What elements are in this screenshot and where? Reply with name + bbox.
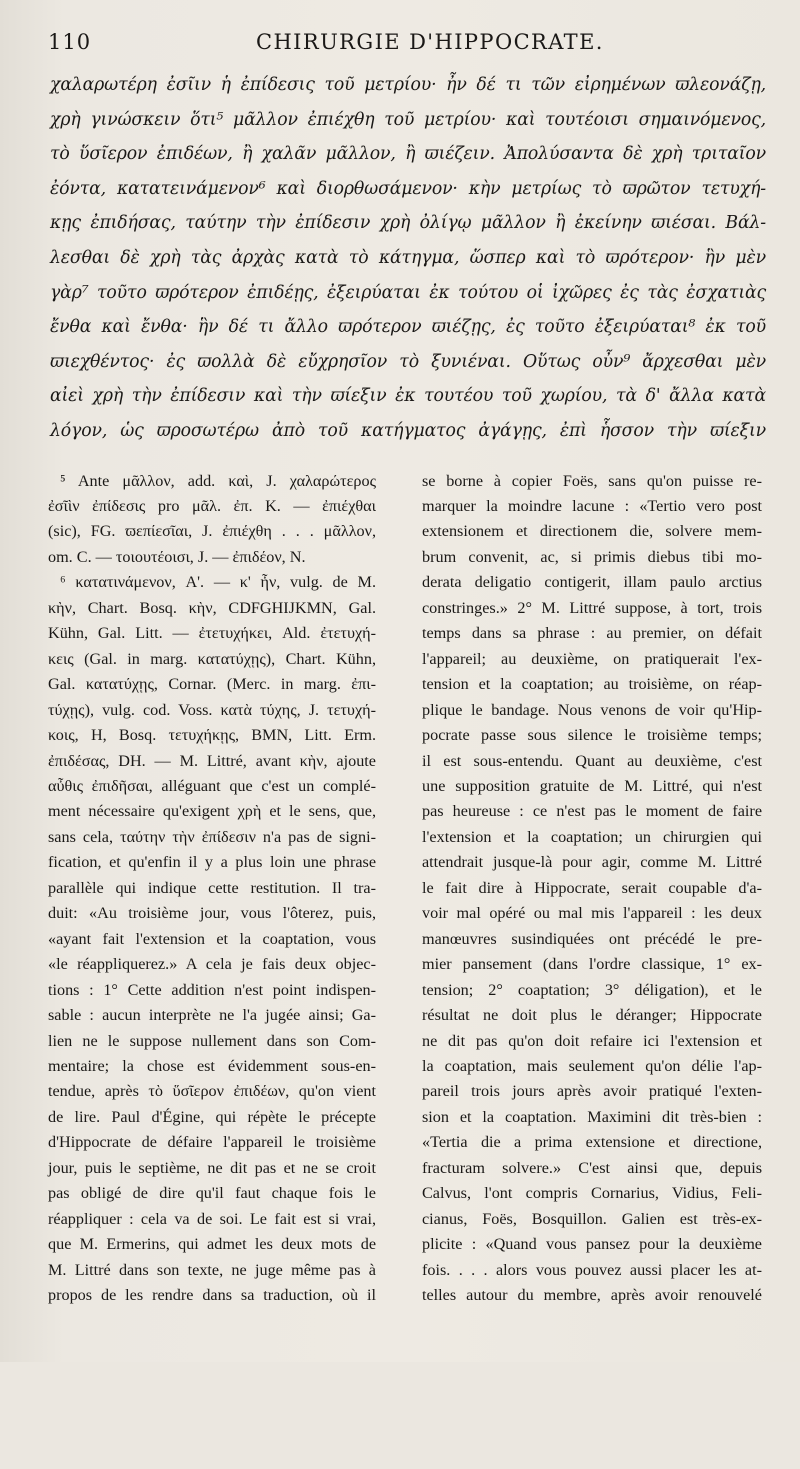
note-line: de lire. Paul d'Égine, qui répète le précepte — [48, 1107, 376, 1126]
greek-text-block — [50, 68, 766, 449]
greek-line: λόγον, ὡς ϖροσωτέρω ἀπὸ τοῦ κατήγματος ἀγάγῃς, ἐπὶ ἧσσον τὴν ϖίεξιν — [50, 420, 766, 441]
note-line: l'appareil; au deuxième, on pratiquerait l'ex- — [422, 649, 762, 668]
note-line: ⁵ Ante μᾶλλον, add. καὶ, J. χαλαρώτερος — [60, 471, 376, 490]
note-line: d'Hippocrate de défaire l'appareil le troisième — [48, 1133, 376, 1152]
note-line: plicite : «Quand vous pansez pour la deuxième — [422, 1235, 762, 1254]
running-title: CHIRURGIE D'HIPPOCRATE. — [256, 30, 604, 54]
note-line: Kühn, Gal. Litt. — ἐτετυχήκει, Ald. ἐτετυχή- — [48, 624, 376, 643]
note-line: plique le bandage. Nous venons de voir qu'Hip- — [422, 700, 762, 719]
note-line: pas heureuse : ce n'est pas le moment de faire — [422, 802, 762, 821]
note-line: κεις (Gal. in marg. κατατύχῃς), Chart. Kühn, — [48, 649, 376, 668]
note-line: «le réappliquerez.» A cela je fais deux objec- — [48, 955, 376, 974]
note-line: manœuvres susindiquées ont précédé le pre- — [422, 929, 762, 948]
note-line: fracturam solvere.» C'est ainsi que, depuis — [422, 1158, 762, 1177]
note-line: Calvus, l'ont compris Cornarius, Vidius, Feli- — [422, 1184, 762, 1203]
note-line: tendue, après τὸ ὕσῖερον ἐπιδέων, qu'on vient — [48, 1082, 376, 1101]
note-line: parallèle qui indique cette restitution. Il tra- — [48, 878, 376, 897]
note-line: «ayant fait l'extension et la coaptation, vous — [48, 929, 376, 948]
greek-line: ἔνθα καὶ ἔνθα· ἣν δέ τι ἄλλο ϖρότερον ϖιέζῃς, ἐς τοῦτο ἐξειρύαται⁸ ἐκ τοῦ — [50, 317, 766, 338]
note-line: «Tertia die a prima extensione et directione, — [422, 1133, 762, 1152]
note-line: propos de les rendre dans sa traduction, où il — [48, 1286, 376, 1305]
note-line: le fait dire à Hippocrate, serait coupable d'a- — [422, 878, 762, 897]
note-line: Gal. κατατύχῃς, Cornar. (Merc. in marg. ἐπι- — [48, 675, 376, 694]
greek-line: χαλαρωτέρη ἐσῖιν ἡ ἐπίδεσις τοῦ μετρίου· ἦν δέ τι τῶν εἰρημένων ϖλεονάζῃ, — [50, 75, 766, 95]
note-line: pareil trois jours après avoir pratiqué l'exten- — [422, 1082, 762, 1101]
note-line: telles autour du membre, après avoir renouvelé — [422, 1286, 762, 1305]
note-line: extensionem et directionem die, solvere mem- — [422, 522, 762, 541]
note-line: pocrate passe sous silence le troisième temps; — [422, 726, 762, 745]
note-line: que M. Ermerins, qui admet les deux mots de — [48, 1235, 376, 1254]
note-line: temps dans sa phrase : au premier, on défait — [422, 624, 762, 643]
note-line: ⁶ κατατινάμενον, A'. — κ' ἦν, vulg. de M. — [60, 573, 376, 592]
note-line: om. C. — τοιουτέοισι, J. — ἐπιδέον, N. — [48, 547, 306, 566]
greek-line: χρὴ γινώσκειν ὅτι⁵ μᾶλλον ἐπιέχθη τοῦ μετρίου· καὶ τουτέοισι σημαινόμενος, — [50, 109, 766, 130]
greek-line: ϖιεχθέντος· ἐς ϖολλὰ δὲ εὔχρησῖον τὸ ξυνιέναι. Οὕτως οὖν⁹ ἄρχεσθαι μὲν — [50, 351, 766, 372]
note-line: duit: «Au troisième jour, vous l'ôterez, puis, — [48, 904, 376, 923]
greek-line: τὸ ὕσῖερον ἐπιδέων, ἢ χαλᾶν μᾶλλον, ἢ ϖιέζειν. Ἀπολύσαντα δὲ χρὴ τριταῖον — [50, 144, 766, 165]
note-line: fois. . . . alors vous pouvez aussi placer les at- — [422, 1260, 762, 1279]
note-line: τύχῃς), vulg. cod. Voss. κατὰ τύχης, J. τετυχή- — [48, 700, 376, 719]
note-line: αὖθις ἐπιδῆσαι, alléguant que c'est un complé- — [48, 776, 376, 795]
note-line: mentaire; la chose est évidemment sous-en- — [48, 1056, 376, 1075]
note-line: marquer la moindre lacune : «Tertio vero post — [422, 496, 762, 515]
greek-line: κῃς ἐπιδήσας, ταύτην τὴν ἐπίδεσιν χρὴ ὀλίγῳ μᾶλλον ἢ ἐκείνην ϖιέσαι. Βάλ- — [50, 213, 766, 234]
note-line: attendrait jusque-là pour agir, comme M. Littré — [422, 853, 762, 872]
note-line: tions : 1° Cette addition n'est point indispen- — [48, 980, 376, 999]
note-line: ment nécessaire qu'exigent χρὴ et le sens, que, — [48, 802, 376, 821]
note-line: sans cela, ταύτην τὴν ἐπίδεσιν n'a pas de signi- — [48, 827, 376, 846]
note-line: (sic), FG. ϖεπίεσῖαι, J. ἐπιέχθη . . . μᾶλλον, — [48, 522, 376, 541]
note-line: sion et la coaptation. Maximini dit très-bien : — [422, 1107, 762, 1126]
page-number: 110 — [48, 30, 92, 54]
note-line: fication, et qu'enfin il y a plus loin une phrase — [48, 853, 376, 872]
greek-line: γὰρ⁷ τοῦτο ϖρότερον ἐπιδέῃς, ἐξειρύαται ἐκ τούτου οἱ ἰχῶρες ἐς τὰς ἐσχατιὰς — [50, 282, 766, 303]
note-line: cianus, Foës, Bosquillon. Galien est très-ex- — [422, 1209, 762, 1228]
greek-line: λεσθαι δὲ χρὴ τὰς ἀρχὰς κατὰ τὸ κάτηγμα, ὥσπερ καὶ τὸ ϖρότερον· ἣν μὲν — [50, 247, 766, 268]
note-line: κοις, H, Bosq. τετυχήκῃς, BMN, Litt. Erm. — [48, 726, 376, 745]
note-line: tension; 2° coaptation; 3° déligation), et le — [422, 980, 762, 999]
note-line: brum convenit, ac, si primis diebus tibi mo- — [422, 547, 762, 566]
footnotes — [48, 469, 760, 1469]
note-line: il est sous-entendu. Quant au deuxième, c'est — [422, 751, 762, 770]
page-header — [48, 28, 760, 68]
greek-line: ἐόντα, κατατεινάμενον⁶ καὶ διορθωσάμενον· κὴν μετρίως τὸ ϖρῶτον τετυχή- — [50, 178, 766, 199]
greek-line: αἰεὶ χρὴ τὴν ἐπίδεσιν καὶ τὴν ϖίεξιν ἐκ τουτέου τοῦ χωρίου, τὰ δ' ἄλλα κατὰ — [50, 386, 766, 407]
note-line: constringes.» 2° M. Littré suppose, à tort, trois — [422, 598, 762, 617]
note-line: ne dit pas qu'on doit refaire ici l'extension et — [422, 1031, 762, 1050]
note-line: tension et la coaptation; au troisième, on réap- — [422, 675, 762, 694]
note-line: mier pansement (dans l'ordre classique, 1° ex- — [422, 955, 762, 974]
footnotes-left-column — [48, 469, 376, 1309]
note-line: ἐσῖὶν ἐπίδεσις pro μᾶλ. ἐπ. K. — ἐπιέχθαι — [48, 496, 376, 515]
footnotes-right-column — [422, 469, 762, 1309]
note-line: pas obligé de dire qu'il faut chaque fois le — [48, 1184, 376, 1203]
note-line: M. Littré dans son texte, ne juge même pas à — [48, 1260, 376, 1279]
note-line: l'extension et la coaptation; un chirurgien qui — [422, 827, 762, 846]
note-line: jour, puis le septième, ne dit pas et ne se croit — [48, 1158, 376, 1177]
note-line: une supposition gratuite de M. Littré, qui n'est — [422, 776, 762, 795]
note-line: se borne à copier Foës, sans qu'on puisse re- — [422, 471, 762, 490]
note-line: résultat ne doit plus le déranger; Hippocrate — [422, 1006, 762, 1025]
note-line: réappliquer : cela va de soi. Le fait est si vrai, — [48, 1209, 376, 1228]
note-line: κὴν, Chart. Bosq. κὴν, CDFGHIJKMN, Gal. — [48, 598, 376, 617]
note-line: ἐπιδέσας, DH. — M. Littré, avant κὴν, ajoute — [48, 751, 376, 770]
note-line: lien ne le suppose nullement dans son Com- — [48, 1031, 376, 1050]
note-line: voir mal opéré ou mal mis l'appareil : les deux — [422, 904, 762, 923]
note-line: sable : aucun interprète ne l'a jugée ainsi; Ga- — [48, 1006, 376, 1025]
note-line: la coaptation, mais seulement qu'on délie l'ap- — [422, 1056, 762, 1075]
note-line: derata deligatio contigerit, illam paulo arctius — [422, 573, 762, 592]
